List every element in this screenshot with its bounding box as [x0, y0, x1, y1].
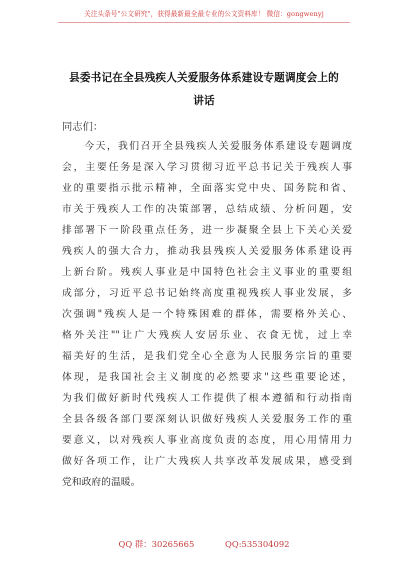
body-line: 会，主要任务是深入学习贯彻习近平总书记关于残疾人事 — [62, 162, 352, 173]
footer-contact — [0, 538, 408, 550]
body-line: 要意义，以对残疾人事业高度负责的态度，用心用情用力 — [62, 435, 352, 446]
body-line: 为我们做好新时代残疾人工作提供了根本遵循和行动指南 — [62, 393, 352, 404]
qq-label: QQ:535304092 — [224, 539, 290, 549]
qq-group-label: QQ 群：30265665 — [118, 539, 195, 549]
salutation: 同志们： — [62, 121, 104, 133]
header-divider — [58, 22, 350, 23]
body-line: 体现，是我国社会主义制度的必然要求"这些重要论述， — [62, 372, 352, 383]
body-line: 排部署下一阶段重点任务，进一步凝聚全县上下关心关爱 — [62, 225, 352, 236]
body-line: 全县各级各部门要深刻认识做好残疾人关爱服务工作的重 — [62, 414, 352, 425]
body-line: 成部分，习近平总书记始终高度重视残疾人事业发展，多 — [62, 288, 352, 299]
body-line: 市关于残疾人工作的决策部署，总结成绩、分析问题，安 — [62, 204, 352, 215]
body-line: 上新台阶。残疾人事业是中国特色社会主义事业的重要组 — [62, 267, 352, 278]
document-title-line-2: 讲话 — [193, 95, 215, 107]
document-title-line-1: 县委书记在全县残疾人关爱服务体系建设专题调度会上的 — [69, 72, 339, 84]
body-line: 党和政府的温暖。 — [62, 477, 141, 488]
body-line: 次强调"残疾人是一个特殊困难的群体，需要格外关心、 — [62, 309, 352, 320]
body-line: 格外关注""让广大残疾人安居乐业、衣食无忧，过上幸 — [62, 330, 352, 341]
body-line: 做好各项工作，让广大残疾人共享改革发展成果，感受到 — [62, 456, 352, 467]
body-line: 今天，我们召开全县残疾人关爱服务体系建设专题调度 — [62, 141, 352, 152]
header-banner: 关注头条号"公文研究"，获得最新最全最专业的公文资料库！ 微信：gongwenyj — [84, 10, 324, 18]
body-line: 残疾人的强大合力，推动我县残疾人关爱服务体系建设再 — [62, 246, 352, 257]
body-line: 福美好的生活，是我们党全心全意为人民服务宗旨的重要 — [62, 351, 352, 362]
body-line: 业的重要指示批示精神，全面落实党中央、国务院和省、 — [62, 183, 352, 194]
